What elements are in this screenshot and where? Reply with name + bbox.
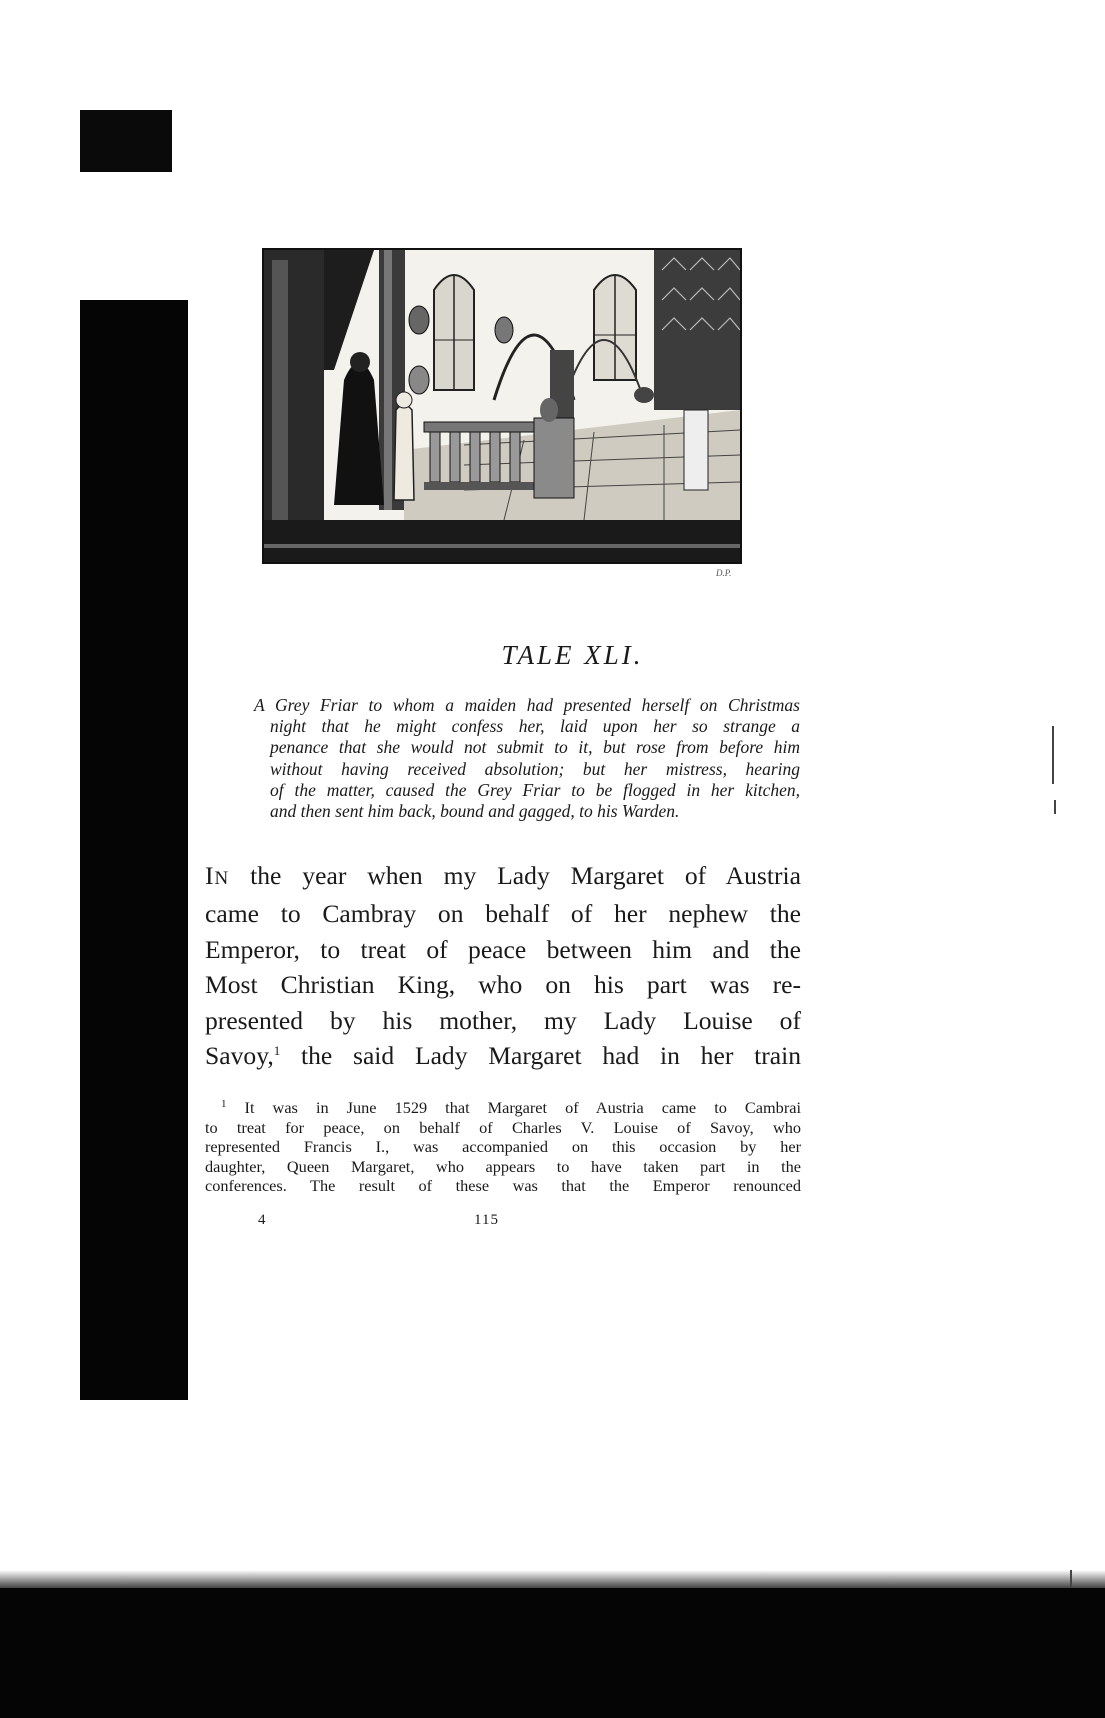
summary-line: of the matter, caused the Grey Friar to be flogged in her kitchen, [270,779,800,800]
summary-line: night that he might confess her, laid upon her so strange a [270,716,800,737]
margin-mark [1054,800,1056,814]
smallcap-letters: N [214,868,230,889]
body-line [205,1038,801,1073]
tale-title: TALE XLI. [501,640,644,670]
footnote-line: daughter, Queen Margaret, who appears to have taken part in the [205,1156,801,1176]
summary-line: A Grey Friar to whom a maiden had presented herself on Christmas [254,695,800,715]
footnote-line [205,1098,801,1118]
scan-spine-shadow [80,300,188,1400]
body-line: Emperor, to treat of peace between him and the [205,934,801,964]
body-line: came to Cambray on behalf of her nephew the [205,899,801,929]
scan-edge-shadow-top [80,110,172,172]
footnote-line: to treat for peace, on behalf of Charles V. Louise of Savoy, who [205,1117,801,1137]
body-line: presented by his mother, my Lady Louise of [205,1005,801,1035]
footnote-line-text: It was in June 1529 that Margaret of Austria came to Cambrai [226,1098,801,1117]
artist-monogram: D.P. [716,568,732,578]
tale-summary [254,695,800,822]
footnote-line: conferences. The result of these was that the Emperor renounced [205,1176,801,1196]
margin-mark [1052,726,1054,784]
footnote [205,1098,801,1196]
footnote-marker: 1 [221,1098,227,1110]
body-line-text: the year when my Lady Margaret of Austria [229,861,801,890]
body-text [205,858,801,1073]
chapel-interior-engraving-icon [264,250,740,562]
body-line [205,858,801,896]
scan-bottom-shadow [0,1588,1105,1718]
summary-line: and then sent him back, bound and gagged, to his Warden. [270,801,680,822]
page-number: 115 [474,1212,499,1228]
signature-mark: 4 [258,1212,266,1228]
footnote-line: represented Francis I., was accompanied on this occasion by her [205,1137,801,1157]
summary-line: without having received absolution; but her mistress, hearing [270,758,800,779]
body-line-text: the said Lady Margaret had in her train [280,1041,801,1071]
chapel-illustration [262,248,742,564]
margin-mark [1070,1570,1072,1588]
body-line: Most Christian King, who on his part was re- [205,970,801,1000]
dropcap-letter: I [205,861,215,890]
body-line-text: Savoy, [205,1041,274,1071]
summary-line: penance that she would not submit to it, but rose from before him [270,737,800,758]
footnote-reference[interactable]: 1 [273,1043,281,1059]
